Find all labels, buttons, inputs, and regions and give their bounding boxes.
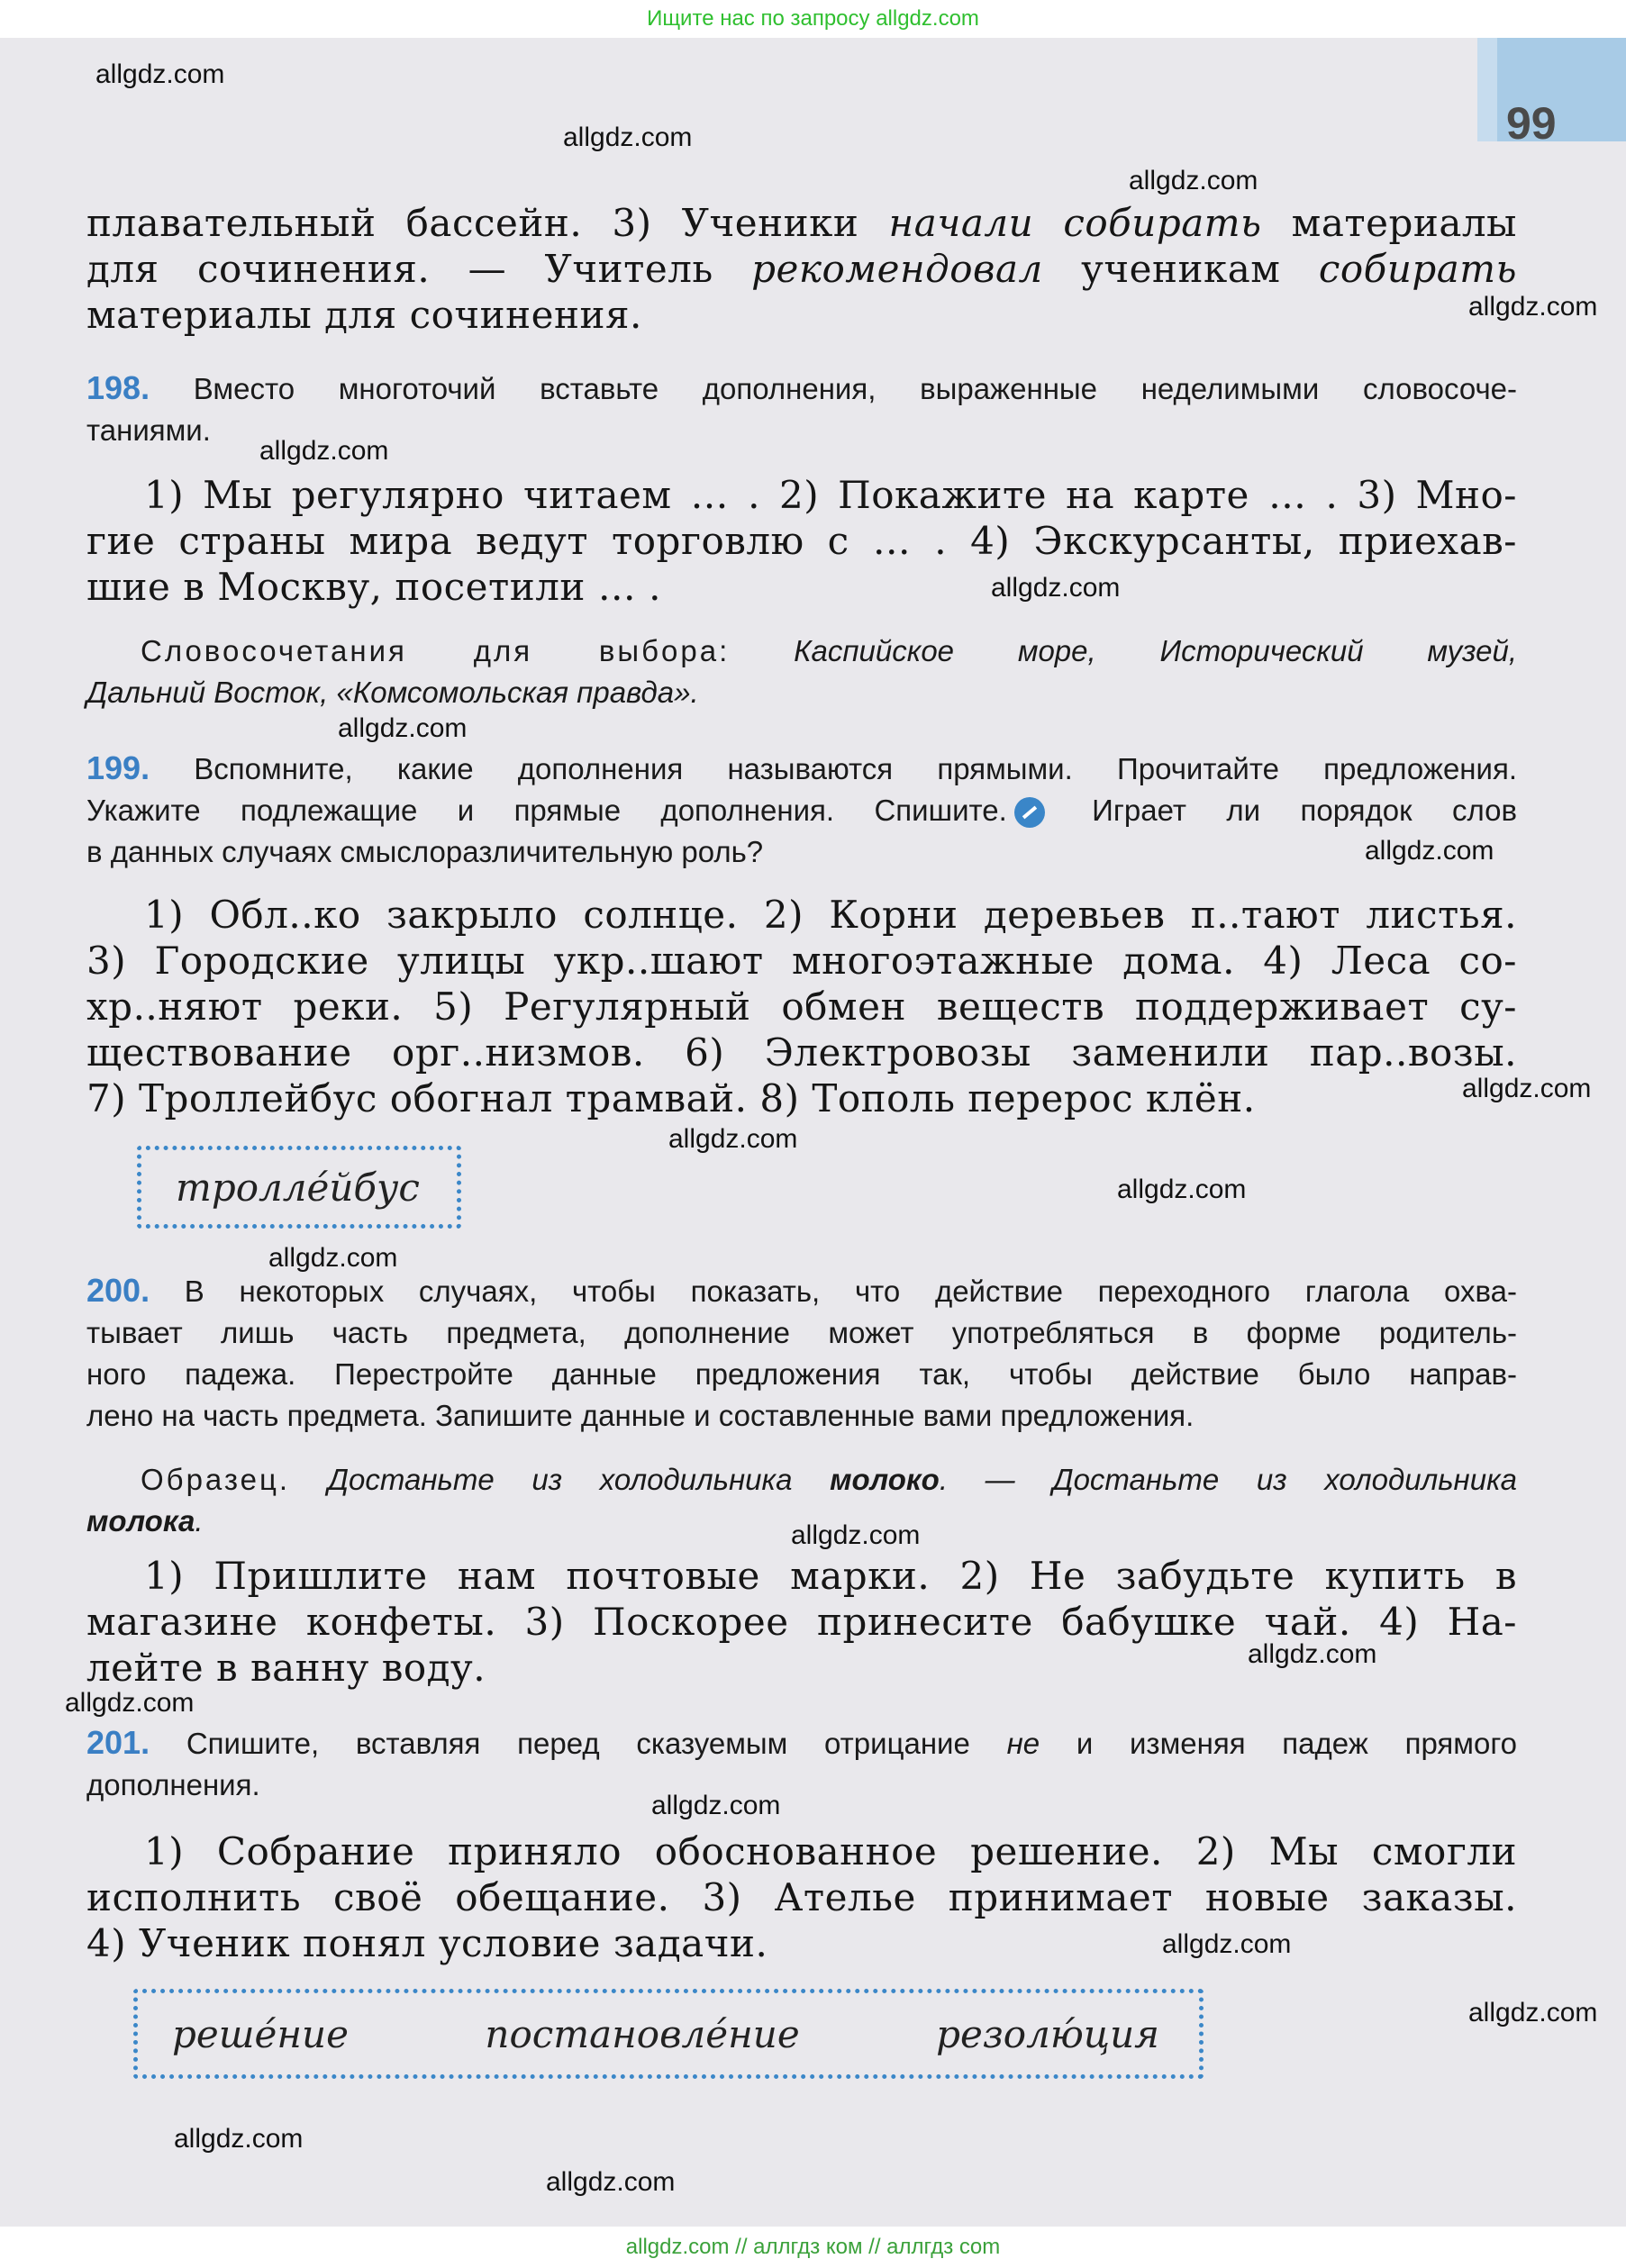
watermark: allgdz.com — [651, 1791, 781, 1820]
watermark: allgdz.com — [1462, 1074, 1592, 1103]
exercise-200-task — [86, 1270, 1517, 1437]
watermark: allgdz.com — [1468, 292, 1598, 322]
italic-text: . — Достаньте из холодильника — [939, 1463, 1517, 1496]
text-line: гие страны мира ведут торговлю с … . 4) Экскурсанты, приехав- — [86, 519, 1517, 563]
watermark: allgdz.com — [65, 1688, 195, 1718]
watermark: allgdz.com — [991, 573, 1121, 603]
text-line: лено на часть предмета. Запишите данные и составленные вами предложения. — [86, 1399, 1195, 1432]
text-line: шие в Москву, посетили … . — [86, 565, 661, 609]
text-line: 3) Городские улицы укр..шают многоэтажные дома. 4) Леса со- — [86, 939, 1517, 983]
watermark: allgdz.com — [546, 2167, 676, 2197]
text-line — [141, 1459, 1517, 1501]
text-line: таниями. — [86, 413, 211, 447]
exercise-199-task — [86, 748, 1517, 873]
exercise-200-sentences-cont — [86, 1599, 1517, 1691]
text: материалы — [1261, 201, 1517, 245]
italic-text: начали собирать — [888, 201, 1262, 245]
watermark: allgdz.com — [1468, 1998, 1598, 2028]
text-line: магазине конфеты. 3) Поскорее принесите бабушке чай. 4) На- — [86, 1600, 1517, 1644]
exercise-198-sentences-cont — [86, 518, 1517, 610]
exercise-201-sentences — [144, 1828, 1517, 1874]
watermark: allgdz.com — [563, 122, 693, 152]
text: Укажите подлежащие и прямые дополнения. Спишите. — [86, 794, 1007, 827]
watermark: allgdz.com — [1248, 1639, 1377, 1669]
exercise-201-sentences-cont — [86, 1874, 1517, 1966]
exercise-number: 201. — [86, 1724, 150, 1761]
watermark: allgdz.com — [259, 436, 389, 466]
exercise-199-sentences-cont — [86, 938, 1517, 1121]
watermark: allgdz.com — [268, 1243, 398, 1273]
text-line: тывает лишь часть предмета, дополнение может употребляться в форме родитель- — [86, 1316, 1517, 1349]
text-line — [86, 367, 1517, 410]
text-line — [86, 790, 1517, 831]
text-line: 1) Собрание приняло обоснованное решение. 2) Мы смогли — [144, 1829, 1517, 1873]
exercise-number: 200. — [86, 1272, 150, 1309]
text-line: ного падежа. Перестройте данные предложения так, чтобы действие было направ- — [86, 1357, 1517, 1391]
exercise-number: 199. — [86, 749, 150, 786]
vocabulary-word: тролле́йбус — [176, 1165, 420, 1210]
italic-text: не — [1006, 1727, 1040, 1760]
watermark: allgdz.com — [791, 1520, 921, 1550]
text: для сочинения. — Учитель — [86, 247, 752, 291]
text: и изменяя падеж прямого — [1040, 1727, 1518, 1760]
text: ученикам — [1042, 247, 1319, 291]
exercise-number: 198. — [86, 369, 150, 406]
exercise-200-sample — [141, 1459, 1517, 1501]
label: Образец. — [141, 1463, 291, 1496]
text-line: исполнить своё обещание. 3) Ателье принимает новые заказы. — [86, 1875, 1517, 1919]
text: Играет ли порядок слов — [1051, 794, 1517, 827]
bottom-banner: allgdz.com // аллгдз ком // аллгдз com — [625, 2235, 1001, 2259]
exercise-198-choices-cont — [86, 672, 1517, 713]
text-line: в данных случаях смыслоразличительную роль? — [86, 835, 764, 868]
text-line — [86, 748, 1517, 790]
text-line — [86, 1270, 1517, 1312]
text: В некоторых случаях, чтобы показать, что действие переходного глагола охва- — [150, 1275, 1517, 1308]
top-banner: Ищите нас по запросу allgdz.com — [647, 6, 979, 31]
text: плавательный бассейн. 3) Ученики — [86, 201, 889, 245]
watermark: allgdz.com — [338, 713, 468, 743]
intro-paragraph — [86, 200, 1517, 338]
text-line — [86, 246, 1517, 292]
exercise-200-sentences — [144, 1553, 1517, 1599]
page-corner-tab-edge — [1477, 38, 1497, 141]
exercise-200-sample-cont — [86, 1501, 1517, 1542]
exercise-199-sentences — [144, 892, 1517, 938]
bold-italic-text: молока — [86, 1504, 195, 1538]
text-line: дополнения. — [86, 1768, 260, 1801]
italic-text: Достаньте из холодильника — [290, 1463, 831, 1496]
text-line: лейте в ванну воду. — [86, 1646, 486, 1690]
text-line: 1) Пришлите нам почтовые марки. 2) Не забудьте купить в — [144, 1554, 1517, 1598]
vocabulary-word: резолю́ция — [936, 2011, 1159, 2056]
text-line: хр..няют реки. 5) Регулярный обмен веществ поддерживает су- — [86, 984, 1517, 1029]
text-line — [141, 631, 1517, 672]
italic-text: рекомендовал — [751, 247, 1043, 291]
vocabulary-box — [137, 1146, 461, 1229]
text-line: ществование орг..низмов. 6) Электровозы заменили пар..возы. — [86, 1030, 1517, 1075]
watermark: allgdz.com — [95, 59, 225, 89]
text-line: 1) Мы регулярно читаем … . 2) Покажите на карте … . 3) Мно- — [144, 473, 1517, 517]
exercise-201-task — [86, 1722, 1517, 1806]
vocabulary-word: реше́ние — [172, 2011, 349, 2056]
text-line — [86, 1722, 1517, 1765]
italic-text: собирать — [1318, 247, 1517, 291]
text-line — [86, 200, 1517, 246]
exercise-198-task — [86, 367, 1517, 451]
watermark: allgdz.com — [1117, 1175, 1247, 1204]
exercise-198-sentences — [144, 472, 1517, 518]
watermark: allgdz.com — [1365, 836, 1494, 866]
watermark: allgdz.com — [1129, 166, 1258, 195]
exercise-198-choices — [141, 631, 1517, 672]
bold-italic-text: молоко — [830, 1463, 940, 1496]
watermark: allgdz.com — [174, 2124, 304, 2154]
vocabulary-box — [133, 1989, 1204, 2079]
text-line: 1) Обл..ко закрыло солнце. 2) Корни деревьев п..тают листья. — [144, 893, 1517, 937]
pencil-icon — [1014, 797, 1045, 828]
italic-text: Каспийское море, Исторический музей, — [730, 634, 1517, 667]
text: Вспомните, какие дополнения называются прямыми. Прочитайте предложения. — [150, 752, 1517, 785]
label: Словосочетания для выбора: — [141, 634, 731, 667]
italic-text: . — [195, 1504, 204, 1538]
text-line: 4) Ученик понял условие задачи. — [86, 1921, 768, 1965]
text-line — [86, 1501, 1517, 1542]
vocabulary-word: постановле́ние — [485, 2011, 800, 2056]
text-line: 7) Троллейбус обогнал трамвай. 8) Тополь перерос клён. — [86, 1076, 1256, 1120]
watermark: allgdz.com — [1162, 1929, 1292, 1959]
italic-text-line: Дальний Восток, «Комсомольская правда». — [86, 676, 699, 709]
watermark: allgdz.com — [668, 1124, 798, 1154]
text-line: материалы для сочинения. — [86, 293, 642, 337]
page-number: 99 — [1506, 98, 1557, 149]
text: Вместо многоточий вставьте дополнения, выраженные неделимыми словосоче- — [150, 372, 1517, 405]
text: Спишите, вставляя перед сказуемым отрицание — [150, 1727, 1007, 1760]
